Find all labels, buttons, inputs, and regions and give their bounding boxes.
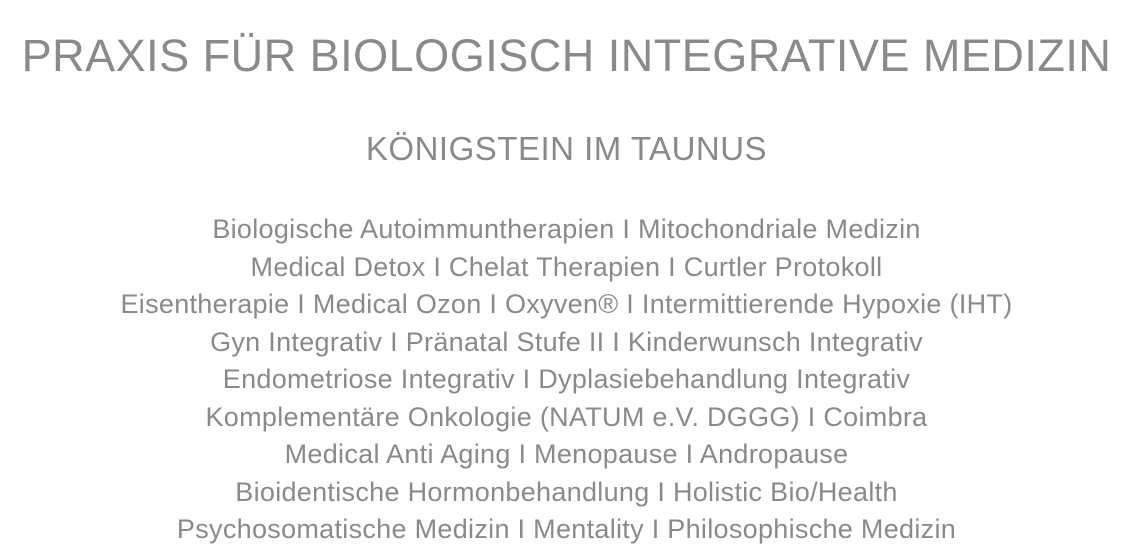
- service-line: Eisentherapie I Medical Ozon I Oxyven® I Intermittierende Hypoxie (IHT): [120, 289, 1013, 320]
- services-list: [0, 211, 1133, 549]
- location-subtitle: KÖNIGSTEIN IM TAUNUS: [365, 129, 768, 167]
- service-line: Bioidentische Hormonbehandlung I Holistic Bio/Health: [235, 476, 898, 507]
- service-line: Medical Anti Aging I Menopause I Andropause: [284, 439, 849, 470]
- service-line: Endometriose Integrativ I Dyplasiebehandlung Integrativ: [222, 364, 911, 395]
- service-line: Komplementäre Onkologie (NATUM e.V. DGGG) I Coimbra: [205, 401, 928, 432]
- page-title: PRAXIS FÜR BIOLOGISCH INTEGRATIVE MEDIZIN: [21, 30, 1112, 81]
- service-line: Psychosomatische Medizin I Mentality I Philosophische Medizin: [176, 514, 957, 545]
- service-line: Gyn Integrativ I Pränatal Stufe II I Kinderwunsch Integrativ: [210, 326, 923, 357]
- service-line: Medical Detox I Chelat Therapien I Curtler Protokoll: [250, 251, 883, 282]
- service-line: Biologische Autoimmuntherapien I Mitochondriale Medizin: [212, 214, 921, 245]
